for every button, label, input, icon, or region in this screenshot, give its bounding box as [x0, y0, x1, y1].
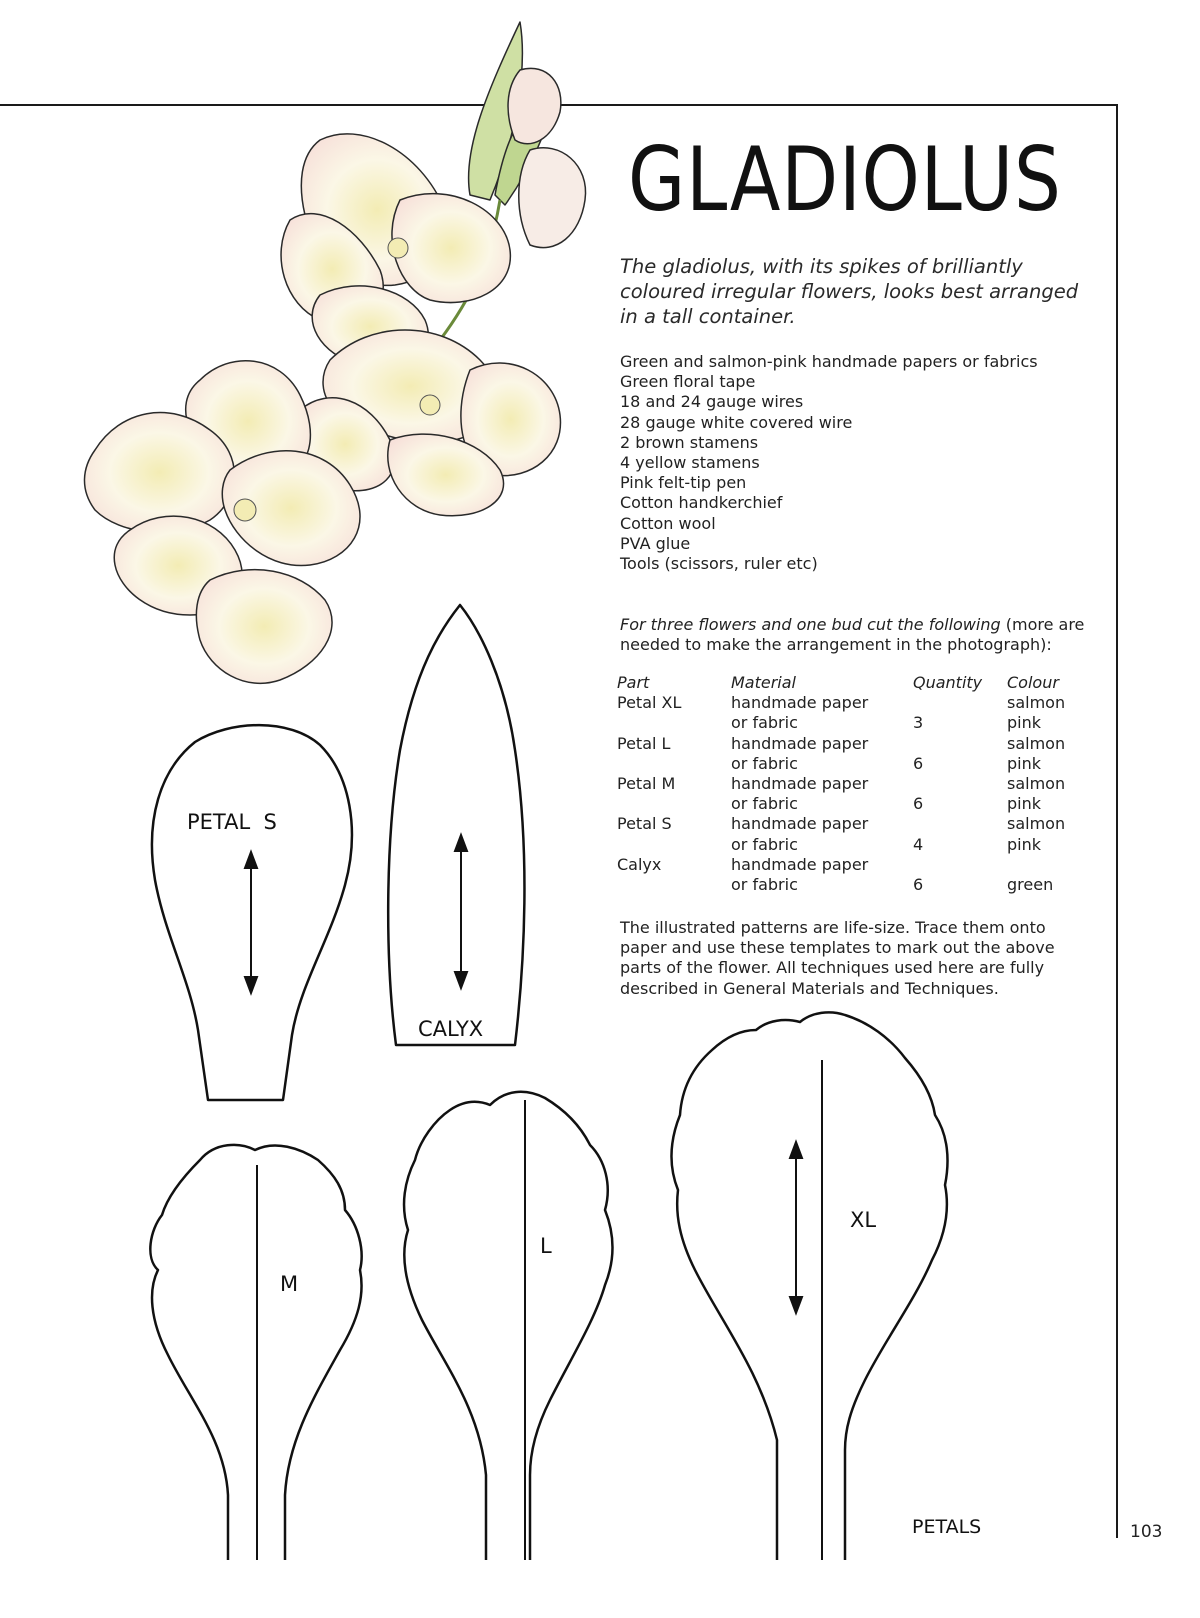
list-item: Green floral tape [620, 372, 756, 392]
intro-text: The gladiolus, with its spikes of brilliantly coloured irregular flowers, looks best arranged in a tall container. [620, 255, 1079, 328]
list-item: Green and salmon-pink handmade papers or fabrics [620, 352, 1038, 371]
cell-colour: pink [1007, 713, 1042, 733]
petal-xl-outline [671, 1012, 947, 1560]
cell-material: handmade paper [731, 774, 869, 794]
list-item: Tools (scissors, ruler etc) [620, 554, 818, 574]
page-number: 103 [1130, 1522, 1163, 1542]
cell-quantity [913, 774, 1007, 794]
cell-quantity: 3 [913, 713, 924, 733]
cell-quantity: 4 [913, 834, 924, 854]
cell-colour [1007, 855, 1087, 875]
petal-l-label: L [540, 1234, 552, 1258]
list-item: 4 yellow stamens [620, 453, 760, 473]
table-row [617, 875, 1087, 895]
calyx-label: CALYX [418, 1017, 484, 1041]
cell-colour: salmon [1007, 774, 1066, 794]
petal-m-label: M [280, 1272, 299, 1296]
cell-part [617, 713, 731, 733]
list-item: Pink felt-tip pen [620, 473, 747, 493]
cell-quantity [913, 855, 1007, 875]
cell-part [617, 875, 731, 895]
table-row [617, 734, 1087, 754]
list-item: Cotton wool [620, 513, 716, 533]
table-row [617, 814, 1087, 834]
cell-material: or fabric [731, 875, 798, 895]
parts-table [617, 673, 1087, 895]
materials-list [620, 352, 1100, 574]
cell-colour: pink [1007, 753, 1042, 773]
bud-pink [508, 68, 561, 143]
cell-material: handmade paper [731, 733, 869, 753]
cell-part [617, 794, 731, 814]
table-row [617, 754, 1087, 774]
cut-lead: For three flowers and one bud cut the following [620, 615, 1001, 634]
table-row [617, 835, 1087, 855]
table-row [617, 774, 1087, 794]
cut-rest: (more are needed to make the arrangement in the photograph): [620, 615, 1085, 655]
cell-part: Petal L [617, 733, 671, 753]
cell-colour: salmon [1007, 733, 1066, 753]
cell-part: Petal M [617, 774, 676, 794]
gladiolus-illustration [84, 22, 585, 683]
cell-part: Petal S [617, 814, 672, 834]
cell-colour: salmon [1007, 693, 1066, 713]
petal-m-outline [150, 1145, 361, 1560]
cell-part [617, 754, 731, 774]
petal-s-label: PETAL S [187, 810, 277, 834]
list-item: PVA glue [620, 533, 691, 553]
cell-quantity [913, 734, 1007, 754]
cell-part: Calyx [617, 854, 662, 874]
cell-quantity: 6 [913, 794, 924, 814]
calyx-outline [388, 605, 524, 1045]
cell-material: or fabric [731, 713, 798, 733]
list-item: 2 brown stamens [620, 432, 759, 452]
table-header-row [617, 673, 1087, 693]
cut-instructions [620, 615, 1090, 655]
cell-material: handmade paper [731, 814, 869, 834]
table-row [617, 693, 1087, 713]
page-title: GLADIOLUS [628, 128, 1062, 231]
cell-colour: salmon [1007, 814, 1066, 834]
table-row [617, 794, 1087, 814]
petal-l-outline [404, 1092, 612, 1560]
petal-xl-label: XL [850, 1208, 877, 1232]
cell-quantity [913, 814, 1007, 834]
pattern-note: The illustrated patterns are life-size. Trace them onto paper and use these templates to mark out the above parts of the flower. All techniques used here are fully described in General Materials and Techniques. [620, 918, 1055, 998]
cell-material: or fabric [731, 834, 798, 854]
cell-colour: pink [1007, 794, 1042, 814]
table-row [617, 855, 1087, 875]
cell-quantity: 6 [913, 875, 924, 895]
list-item: 18 and 24 gauge wires [620, 392, 804, 412]
cell-part [617, 835, 731, 855]
header-quantity: Quantity [913, 673, 983, 692]
cell-material: handmade paper [731, 693, 869, 713]
cell-material: or fabric [731, 753, 798, 773]
header-colour: Colour [1007, 673, 1059, 692]
header-material: Material [731, 673, 796, 692]
cell-colour: green [1007, 875, 1054, 895]
cell-quantity: 6 [913, 753, 924, 773]
table-row [617, 713, 1087, 733]
list-item: Cotton handkerchief [620, 493, 783, 513]
cell-part: Petal XL [617, 693, 682, 713]
header-part: Part [617, 673, 650, 692]
cell-material: handmade paper [731, 854, 869, 874]
cell-quantity [913, 693, 1007, 713]
petals-caption: PETALS [912, 1516, 982, 1538]
list-item: 28 gauge white covered wire [620, 412, 853, 432]
bud-upper-right [519, 148, 586, 248]
cell-material: or fabric [731, 794, 798, 814]
cell-colour: pink [1007, 834, 1042, 854]
